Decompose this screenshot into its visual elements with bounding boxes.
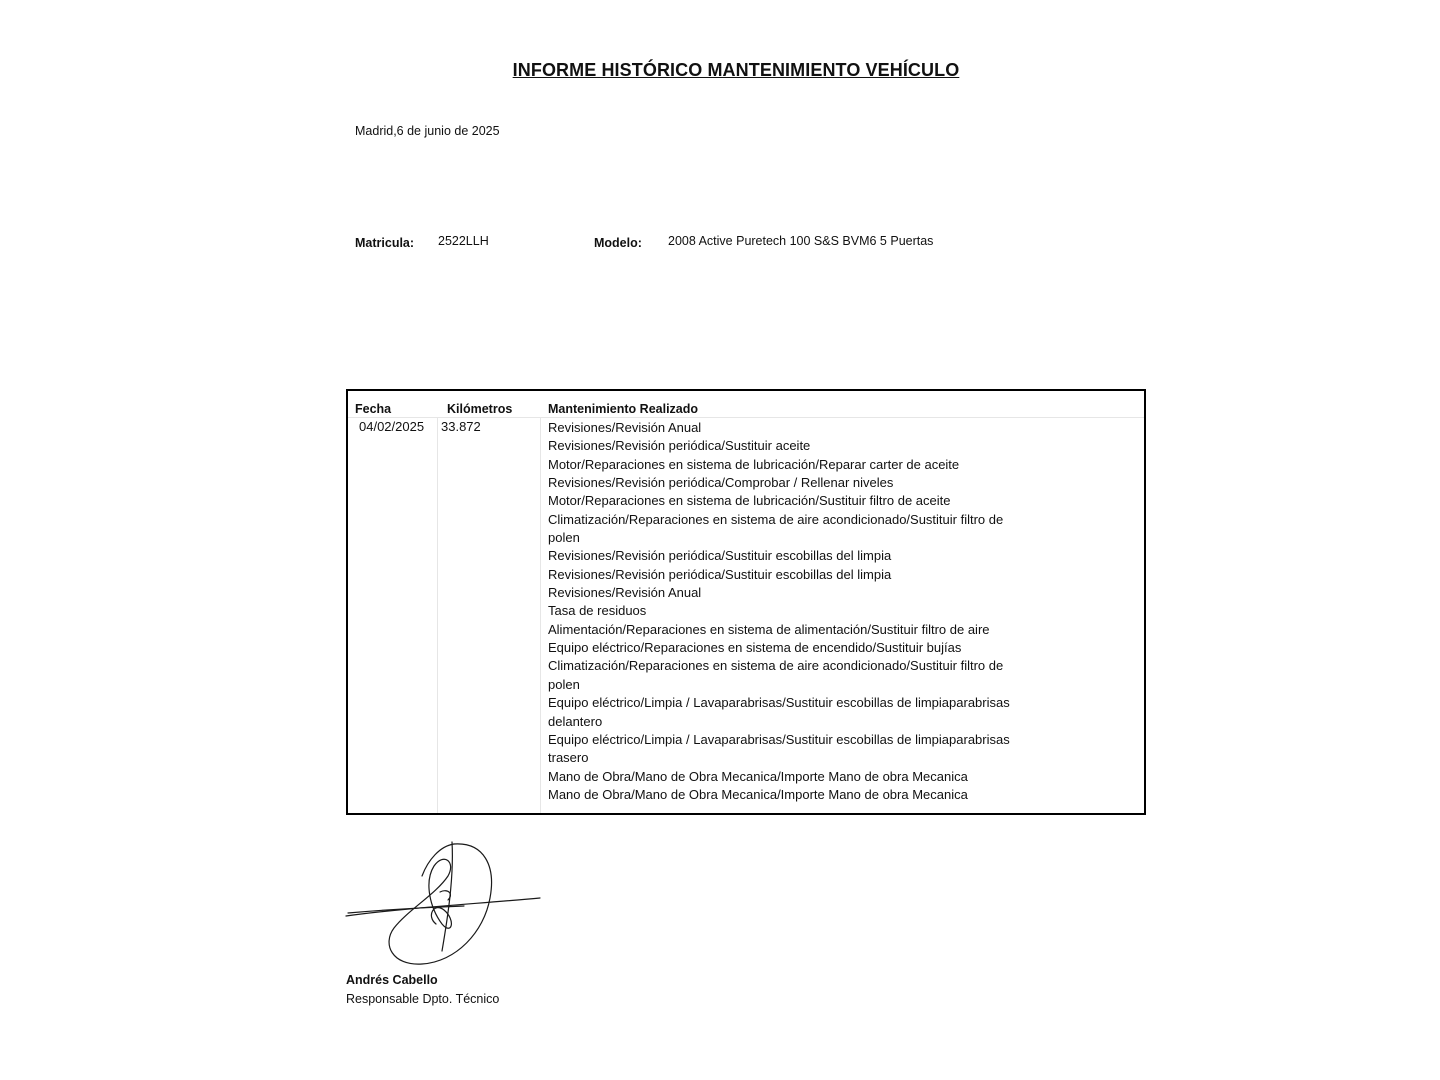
maintenance-item: delantero bbox=[548, 713, 603, 729]
maintenance-item: Revisiones/Revisión periódica/Sustituir escobillas del limpia bbox=[548, 566, 892, 582]
maintenance-table bbox=[346, 389, 1146, 815]
maintenance-item: Tasa de residuos bbox=[548, 603, 647, 619]
maintenance-item: Revisiones/Revisión Anual bbox=[548, 420, 702, 435]
model-value: 2008 Active Puretech 100 S&S BVM6 5 Puertas bbox=[668, 234, 934, 248]
column-divider bbox=[540, 417, 541, 813]
maintenance-item: Climatización/Reparaciones en sistema de aire acondicionado/Sustituir filtro de bbox=[548, 511, 1004, 527]
plate-label: Matricula: bbox=[355, 236, 415, 250]
maintenance-item: polen bbox=[548, 676, 580, 692]
maintenance-item: Revisiones/Revisión Anual bbox=[548, 585, 702, 601]
maintenance-item: Mano de Obra/Mano de Obra Mecanica/Importe Mano de obra Mecanica bbox=[548, 768, 968, 784]
maintenance-item: polen bbox=[548, 530, 580, 546]
maintenance-item: Equipo eléctrico/Reparaciones en sistema de encendido/Sustituir bujías bbox=[548, 640, 962, 656]
maintenance-item: Equipo eléctrico/Limpia / Lavaparabrisas/Sustituir escobillas de limpiaparabrisas bbox=[548, 695, 1010, 711]
row-date: 04/02/2025 bbox=[359, 419, 425, 434]
header-maintenance: Mantenimiento Realizado bbox=[548, 402, 699, 416]
maintenance-item: Climatización/Reparaciones en sistema de aire acondicionado/Sustituir filtro de bbox=[548, 658, 1004, 674]
signer-name: Andrés Cabello bbox=[346, 973, 438, 987]
report-title: INFORME HISTÓRICO MANTENIMIENTO VEHÍCULO bbox=[512, 60, 960, 80]
model-label: Modelo: bbox=[594, 236, 642, 250]
maintenance-item: Alimentación/Reparaciones en sistema de alimentación/Sustituir filtro de aire bbox=[548, 621, 990, 637]
plate-value: 2522LLH bbox=[438, 234, 489, 248]
maintenance-item: Motor/Reparaciones en sistema de lubricación/Sustituir filtro de aceite bbox=[548, 493, 951, 509]
maintenance-item: Mano de Obra/Mano de Obra Mecanica/Importe Mano de obra Mecanica bbox=[548, 786, 968, 802]
maintenance-item: Equipo eléctrico/Limpia / Lavaparabrisas/Sustituir escobillas de limpiaparabrisas bbox=[548, 731, 1010, 747]
maintenance-item: Motor/Reparaciones en sistema de lubricación/Reparar carter de aceite bbox=[548, 456, 960, 472]
header-divider bbox=[348, 417, 1144, 418]
maintenance-item: Revisiones/Revisión periódica/Sustituir escobillas del limpia bbox=[548, 548, 892, 564]
maintenance-item: Revisiones/Revisión periódica/Sustituir aceite bbox=[548, 438, 811, 454]
signer-role: Responsable Dpto. Técnico bbox=[346, 992, 500, 1006]
column-divider bbox=[437, 417, 438, 813]
maintenance-item: trasero bbox=[548, 750, 589, 766]
report-date: Madrid,6 de junio de 2025 bbox=[355, 124, 500, 138]
header-km: Kilómetros bbox=[447, 402, 513, 416]
header-date: Fecha bbox=[355, 402, 392, 416]
maintenance-list bbox=[548, 419, 1010, 804]
row-km: 33.872 bbox=[441, 419, 481, 434]
maintenance-item: Revisiones/Revisión periódica/Comprobar / Rellenar niveles bbox=[548, 475, 894, 491]
signature-image bbox=[344, 836, 544, 971]
